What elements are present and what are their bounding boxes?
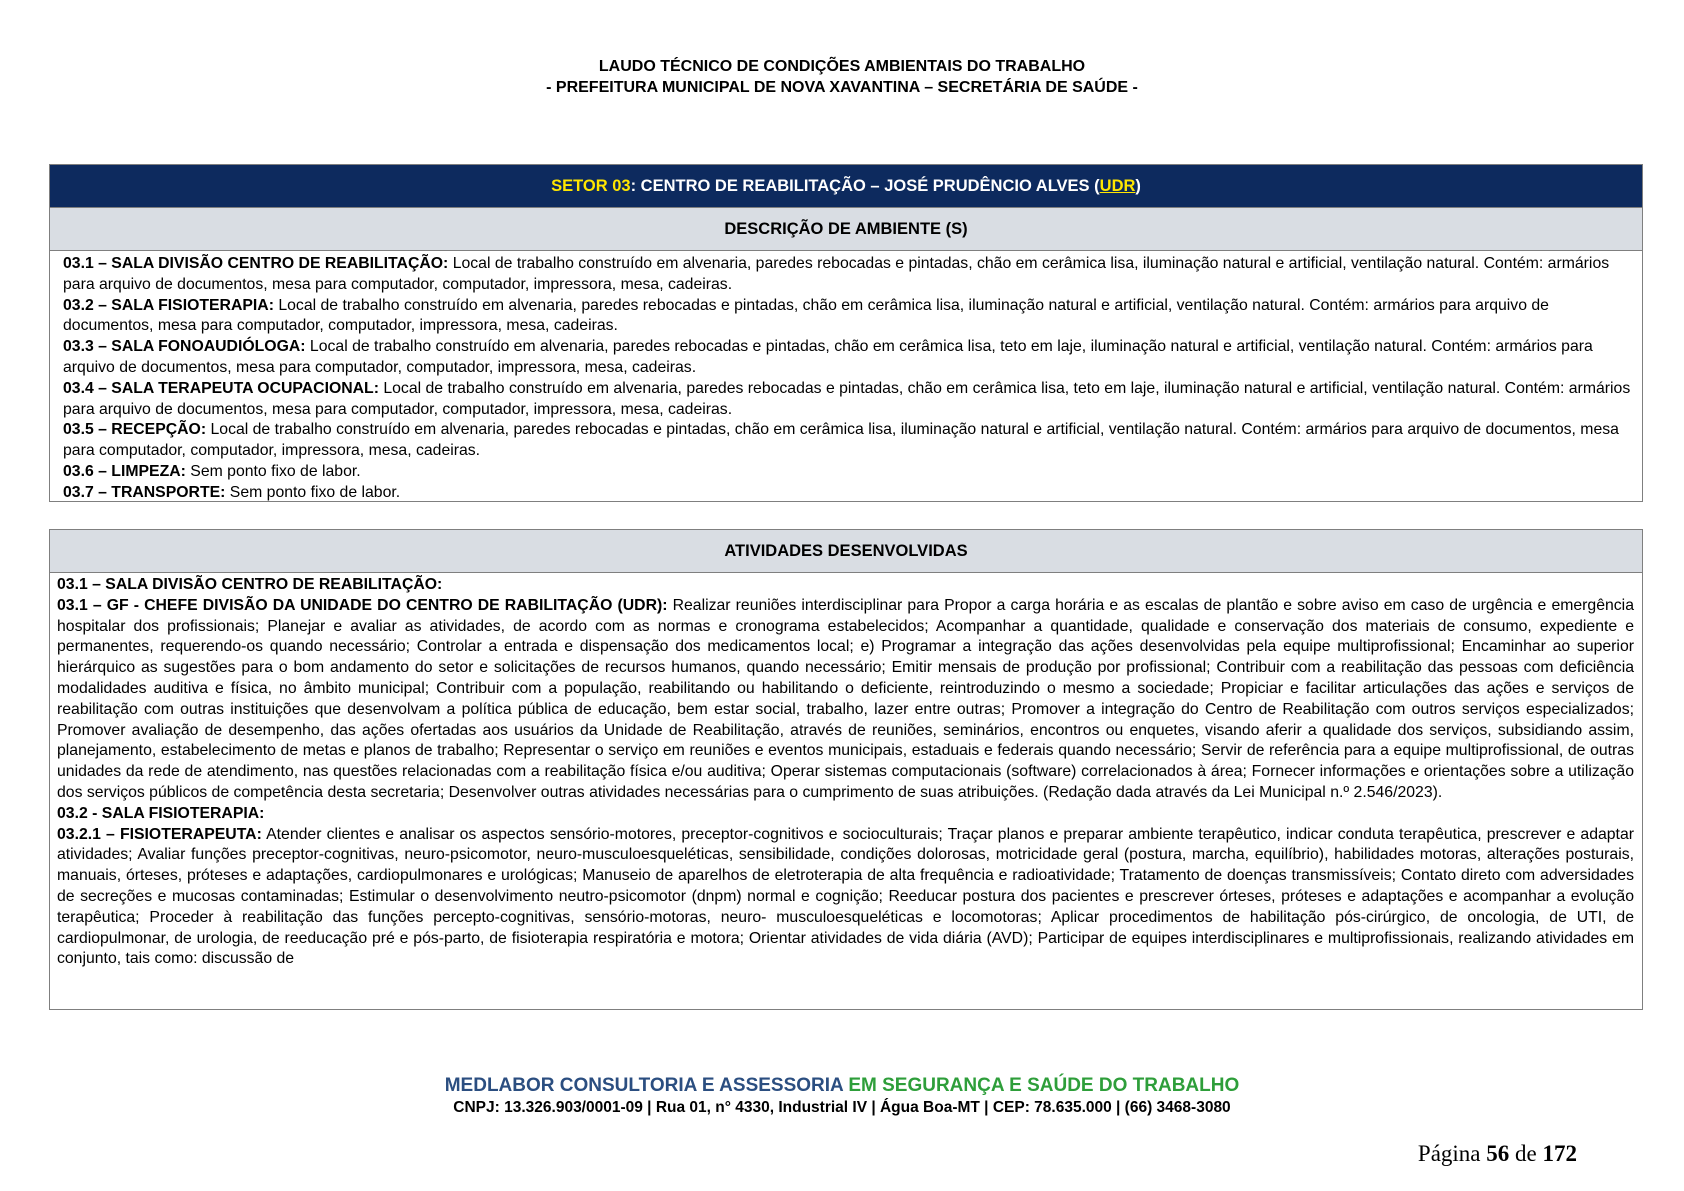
atividades-role-text: Atender clientes e analisar os aspectos sensório-motores, preceptor-cognitivos e socioculturais; Traçar planos e preparar ambiente terapêutico, indicar conduta terapêutica, prescrever e adaptar atividades; Avaliar funções preceptor-cognitivas, neuro-psicomotor, neuro-musculoesqueléticas, sensibilidade, condições dolorosas, motricidade geral (postura, marcha, equilíbrio), habilidades motoras, alterações posturais, manuais, órteses, próteses e adaptações, cardiopulmonares e urológicas; Manuseio de aparelhos de eletroterapia de alta frequência e radioatividade; Tratamento de doenças transmissíveis; Contato direto com adversidades de secreções e mucosas contaminadas; Estimular o desenvolvimento neutro-psicomotor (dnpm) normal e cognição; Reeducar postura dos pacientes e prescrever órteses, próteses e adaptações e acompanhar a evolução terapêutica; Proceder à reabilitação das funções percepto-cognitivas, sensório-motoras, neuro- musculoesqueléticas e locomotoras; Aplicar procedimentos de habilitação pós-cirúrgico, de oncologia, de UTI, de cardiopulmonar, de urologia, de reeducação pré e pós-parto, de fisioterapia respiratória e motora; Orientar atividades de vida diária (AVD); Participar de equipes interdisciplinares e multiprofissionais, realizando atividades em conjunto, tais como: discussão de — [57, 825, 1634, 968]
footer-details: CNPJ: 13.326.903/0001-09 | Rua 01, n° 4330, Industrial IV | Água Boa-MT | CEP: 78.635.000 | (66) 3468-3080 — [453, 1099, 1231, 1116]
page-total: 172 — [1542, 1141, 1577, 1166]
sector-code: SETOR 03 — [551, 176, 631, 195]
descricao-item — [63, 337, 1632, 379]
atividades-section-title: 03.1 – SALA DIVISÃO CENTRO DE REABILITAÇÃO: — [57, 576, 443, 593]
descricao-item-text: Sem ponto fixo de labor. — [225, 483, 401, 501]
sector-close: ) — [1135, 176, 1141, 195]
atividades-role-label: 03.1 – GF - CHEFE DIVISÃO DA UNIDADE DO CENTRO DE RABILITAÇÃO (UDR): — [57, 596, 668, 614]
document-subtitle: - PREFEITURA MUNICIPAL DE NOVA XAVANTINA – SECRETÁRIA DE SAÚDE - — [546, 79, 1138, 96]
descricao-item-text: Local de trabalho construído em alvenaria, paredes rebocadas e pintadas, chão em cerâmica lisa, iluminação natural e artificial, ventilação natural. Contém: armários para arquivo de documentos, mesa para computador, computador, impressora, mesa, cadeiras. — [63, 421, 1619, 460]
descricao-item-label: 03.7 – TRANSPORTE: — [63, 483, 226, 501]
footer-company-name: MEDLABOR CONSULTORIA E ASSESSORIA — [444, 1075, 844, 1096]
descricao-item — [63, 254, 1632, 296]
ambiente-table — [49, 164, 1643, 502]
descricao-body — [50, 251, 1642, 504]
footer-company-tagline: EM SEGURANÇA E SAÚDE DO TRABALHO — [843, 1075, 1240, 1096]
descricao-heading: DESCRIÇÃO DE AMBIENTE (S) — [50, 208, 1642, 251]
page-prefix: Página — [1417, 1141, 1487, 1166]
descricao-item-label: 03.2 – SALA FISIOTERAPIA: — [63, 296, 274, 314]
page-number — [1418, 1141, 1577, 1167]
atividades-body — [50, 573, 1642, 1007]
atividades-role-label: 03.2.1 – FISIOTERAPEUTA: — [57, 825, 262, 843]
sector-abbr-link[interactable]: UDR — [1099, 176, 1136, 195]
sector-title-bar — [50, 165, 1642, 208]
descricao-item-label: 03.4 – SALA TERAPEUTA OCUPACIONAL: — [63, 379, 379, 397]
descricao-item-text: Local de trabalho construído em alvenaria, paredes rebocadas e pintadas, chão em cerâmica lisa, teto em laje, iluminação natural e artificial, ventilação natural. Contém: armários para arquivo de documentos, mesa para computador, computador, impressora, mesa, cadeiras. — [63, 338, 1593, 376]
atividades-table — [49, 529, 1643, 1010]
descricao-item-text: Local de trabalho construído em alvenaria, paredes rebocadas e pintadas, chão em cerâmica lisa, iluminação natural e artificial, ventilação natural. Contém: armários para arquivo de documentos, mesa para computador, computador, impressora, mesa, cadeiras. — [63, 255, 1610, 293]
atividades-heading: ATIVIDADES DESENVOLVIDAS — [50, 530, 1642, 573]
sector-name: : CENTRO DE REABILITAÇÃO – JOSÉ PRUDÊNCIO ALVES ( — [630, 176, 1100, 195]
document-title: LAUDO TÉCNICO DE CONDIÇÕES AMBIENTAIS DO TRABALHO — [598, 58, 1086, 75]
footer-company — [0, 1075, 1684, 1097]
atividades-section-title: 03.2 - SALA FISIOTERAPIA: — [57, 804, 265, 822]
page-current: 56 — [1486, 1141, 1510, 1166]
page-middle: de — [1509, 1141, 1543, 1166]
descricao-item-label: 03.1 – SALA DIVISÃO CENTRO DE REABILITAÇÃO: — [63, 255, 449, 272]
descricao-item-text: Sem ponto fixo de labor. — [185, 462, 361, 480]
atividades-role-text: Realizar reuniões interdisciplinar para Propor a carga horária e as escalas de plantão e sobre aviso em caso de urgência e emergência hospitalar dos profissionais; Planejar e avaliar as atividades, de acordo com as normas e cronograma estabelecidos; Acompanhar a quantidade, qualidade e conservação dos materiais de consumo, expediente e permanentes, requerendo-os quando necessário; Controlar a entrada e dispensação dos medicamentos local; e) Programar a integração das ações desenvolvidas pela equipe multiprofissional; Encaminhar ao superior hierárquico as sugestões para o bom andamento do setor e solicitações de recursos humanos, quando necessário; Emitir mensais de produção por profissional; Contribuir com a reabilitação das pessoas com deficiência modalidades auditiva e física, no âmbito municipal; Contribuir com a população, reabilitando ou habilitando o deficiente, reintroduzindo o mesmo a sociedade; Propiciar e facilitar articulações das ações e serviços de reabilitação com outras instituições que desenvolvam a política pública de educação, bem estar social, trabalho, lazer entre outras; Promover a integração do Centro de Reabilitação com outros serviços especializados; Promover avaliação de desempenho, das ações ofertadas aos usuários da Unidade de Reabilitação, através de reuniões, seminários, encontros ou enquetes, visando aferir a qualidade dos serviços, subsidiando assim, planejamento, estabelecimento de metas e planos de trabalho; Representar o serviço em reuniões e eventos municipais, estaduais e federais quando necessário; Servir de referência para a equipe multiprofissional, de outras unidades da rede de atendimento, nas questões relacionadas com a reabilitação física e/ou auditiva; Operar sistemas computacionais (software) correlacionados à área; Fornecer informações e orientações sobre a utilização dos serviços públicos de competência desta secretaria; Desenvolver outras atividades necessárias para o cumprimento de suas atribuições. (Redação dada através da Lei Municipal n.º 2.546/2023). — [57, 596, 1634, 801]
descricao-item — [63, 420, 1632, 462]
descricao-item — [63, 296, 1632, 338]
descricao-item — [63, 379, 1632, 421]
descricao-item-text: Local de trabalho construído em alvenaria, paredes rebocadas e pintadas, chão em cerâmica lisa, iluminação natural e artificial, ventilação natural. Contém: armários para arquivo de documentos, mesa para computador, computador, impressora, mesa, cadeiras. — [63, 296, 1549, 335]
descricao-item — [63, 462, 1632, 483]
descricao-item-label: 03.6 – LIMPEZA: — [63, 462, 186, 480]
descricao-item — [63, 483, 1632, 504]
descricao-item-label: 03.3 – SALA FONOAUDIÓLOGA: — [63, 338, 306, 356]
descricao-item-text: Local de trabalho construído em alvenaria, paredes rebocadas e pintadas, chão em cerâmica lisa, teto em laje, iluminação natural e artificial, ventilação natural. Contém: armários para arquivo de documentos, mesa para computador, computador, impressora, mesa, cadeiras. — [63, 379, 1631, 418]
descricao-item-label: 03.5 – RECEPÇÃO: — [63, 421, 207, 439]
